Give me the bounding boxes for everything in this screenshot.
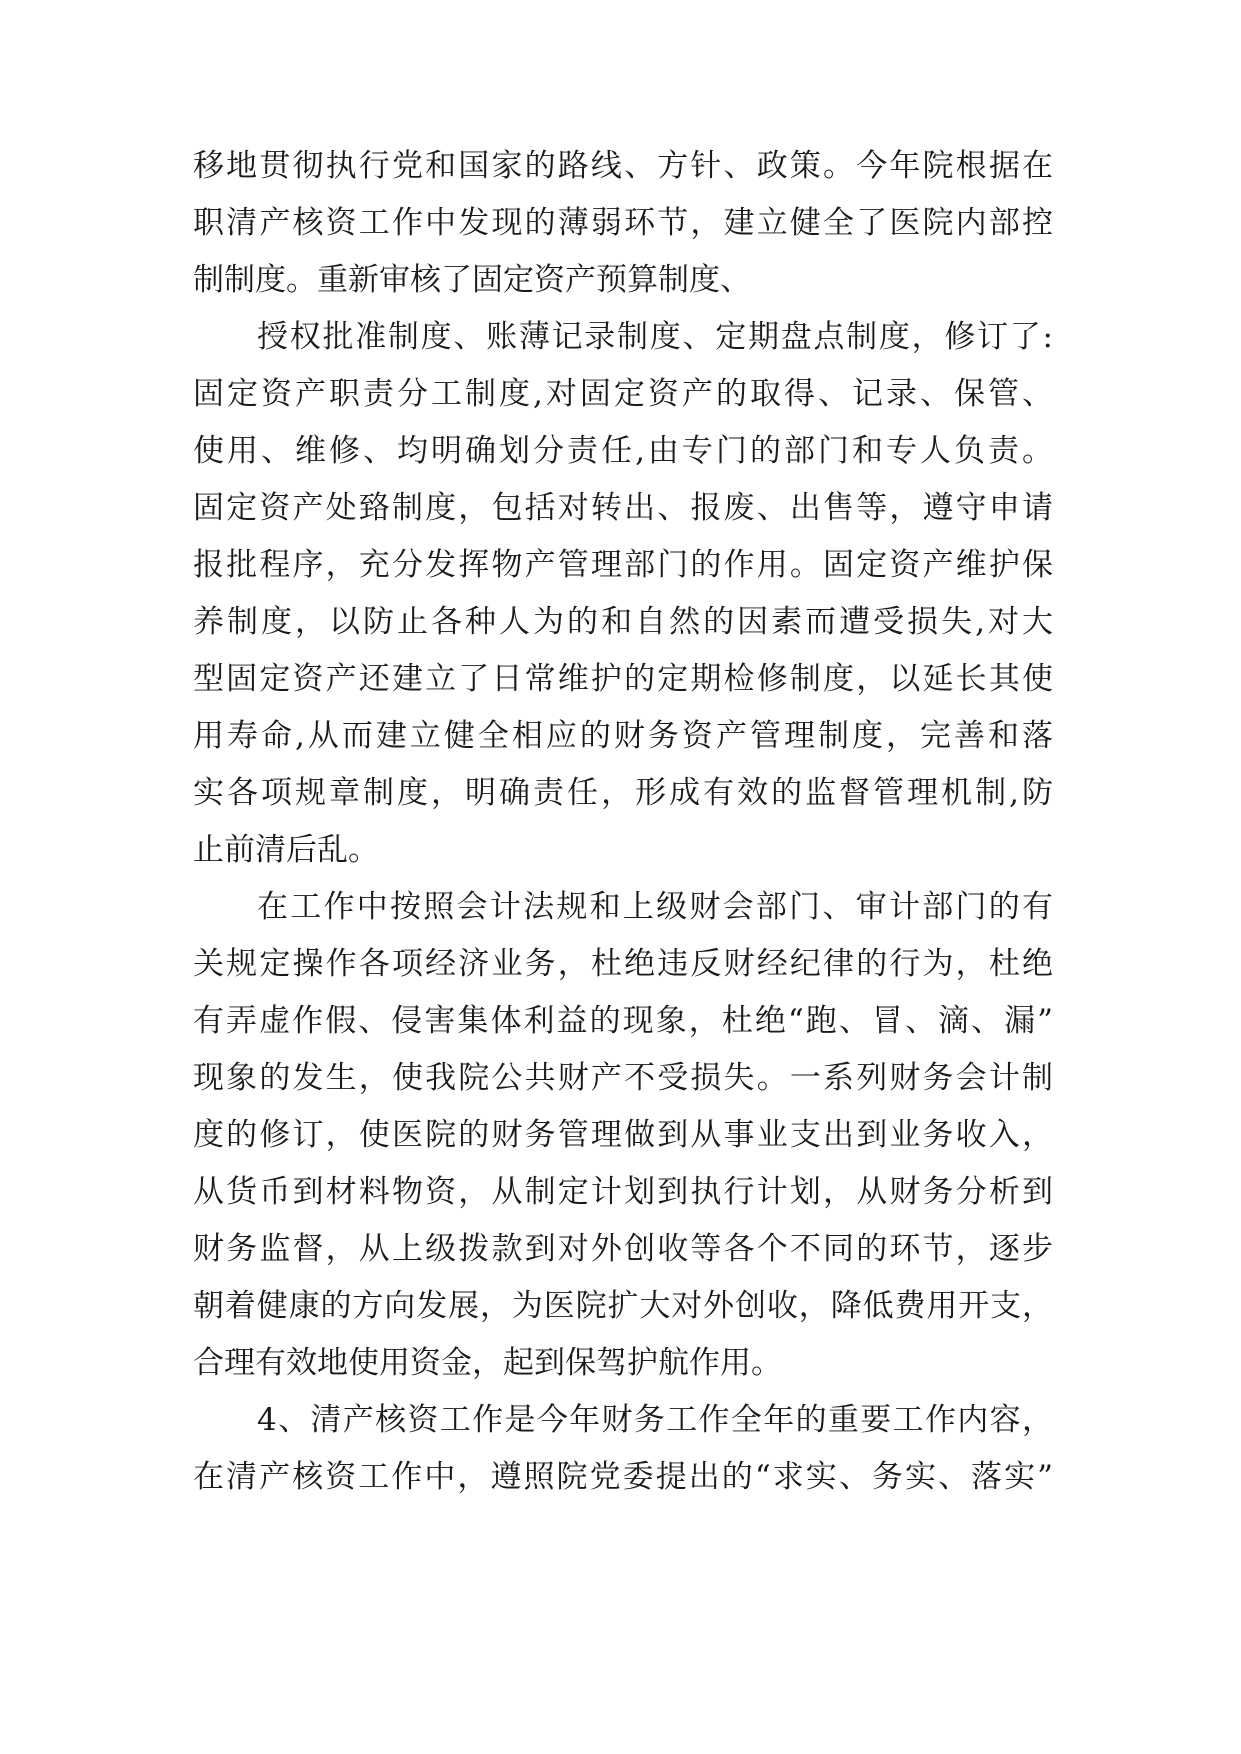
text-line: 用寿命,从而建立健全相应的财务资产管理制度，完善和落: [193, 718, 1053, 754]
text-line: 使用、维修、均明确划分责任,由专门的部门和专人负责。: [193, 433, 1053, 469]
text-line: 朝着健康的方向发展，为医院扩大对外创收，降低费用开支，: [193, 1288, 1053, 1324]
text-line: 养制度，以防止各种人为的和自然的因素而遭受损失,对大: [193, 604, 1053, 640]
text-line: 从货币到材料物资，从制定计划到执行计划，从财务分析到: [193, 1174, 1053, 1210]
paragraph-first-line: 授权批准制度、账薄记录制度、定期盘点制度，修订了:: [257, 319, 1053, 355]
text-line: 型固定资产还建立了日常维护的定期检修制度，以延长其使: [193, 661, 1053, 697]
text-line: 制制度。重新审核了固定资产预算制度、: [193, 262, 751, 298]
text-line: 固定资产处臵制度，包括对转出、报废、出售等，遵守申请: [193, 490, 1053, 526]
text-line: 有弄虚作假、侵害集体利益的现象，杜绝“跑、冒、滴、漏”: [193, 1003, 1053, 1039]
text-line: 现象的发生，使我院公共财产不受损失。一系列财务会计制: [193, 1060, 1053, 1096]
text-line: 报批程序，充分发挥物产管理部门的作用。固定资产维护保: [193, 547, 1053, 583]
text-line: 度的修订，使医院的财务管理做到从事业支出到业务收入，: [193, 1117, 1053, 1153]
text-line: 固定资产职责分工制度,对固定资产的取得、记录、保管、: [193, 376, 1053, 412]
text-line: 财务监督，从上级拨款到对外创收等各个不同的环节，逐步: [193, 1231, 1053, 1267]
text-line: 合理有效地使用资金，起到保驾护航作用。: [193, 1345, 782, 1381]
text-line: 止前清后乱。: [193, 832, 379, 868]
text-line: 关规定操作各项经济业务，杜绝违反财经纪律的行为，杜绝: [193, 946, 1053, 982]
text-line: 职清产核资工作中发现的薄弱环节，建立健全了医院内部控: [193, 205, 1053, 241]
text-line: 移地贯彻执行党和国家的路线、方针、政策。今年院根据在: [193, 148, 1053, 184]
paragraph-first-line: 在工作中按照会计法规和上级财会部门、审计部门的有: [257, 889, 1053, 925]
text-line: 实各项规章制度，明确责任，形成有效的监督管理机制,防: [193, 775, 1053, 811]
paragraph-first-line: 4、清产核资工作是今年财务工作全年的重要工作内容，: [257, 1402, 1053, 1438]
text-line: 在清产核资工作中，遵照院党委提出的“求实、务实、落实”: [193, 1459, 1053, 1495]
